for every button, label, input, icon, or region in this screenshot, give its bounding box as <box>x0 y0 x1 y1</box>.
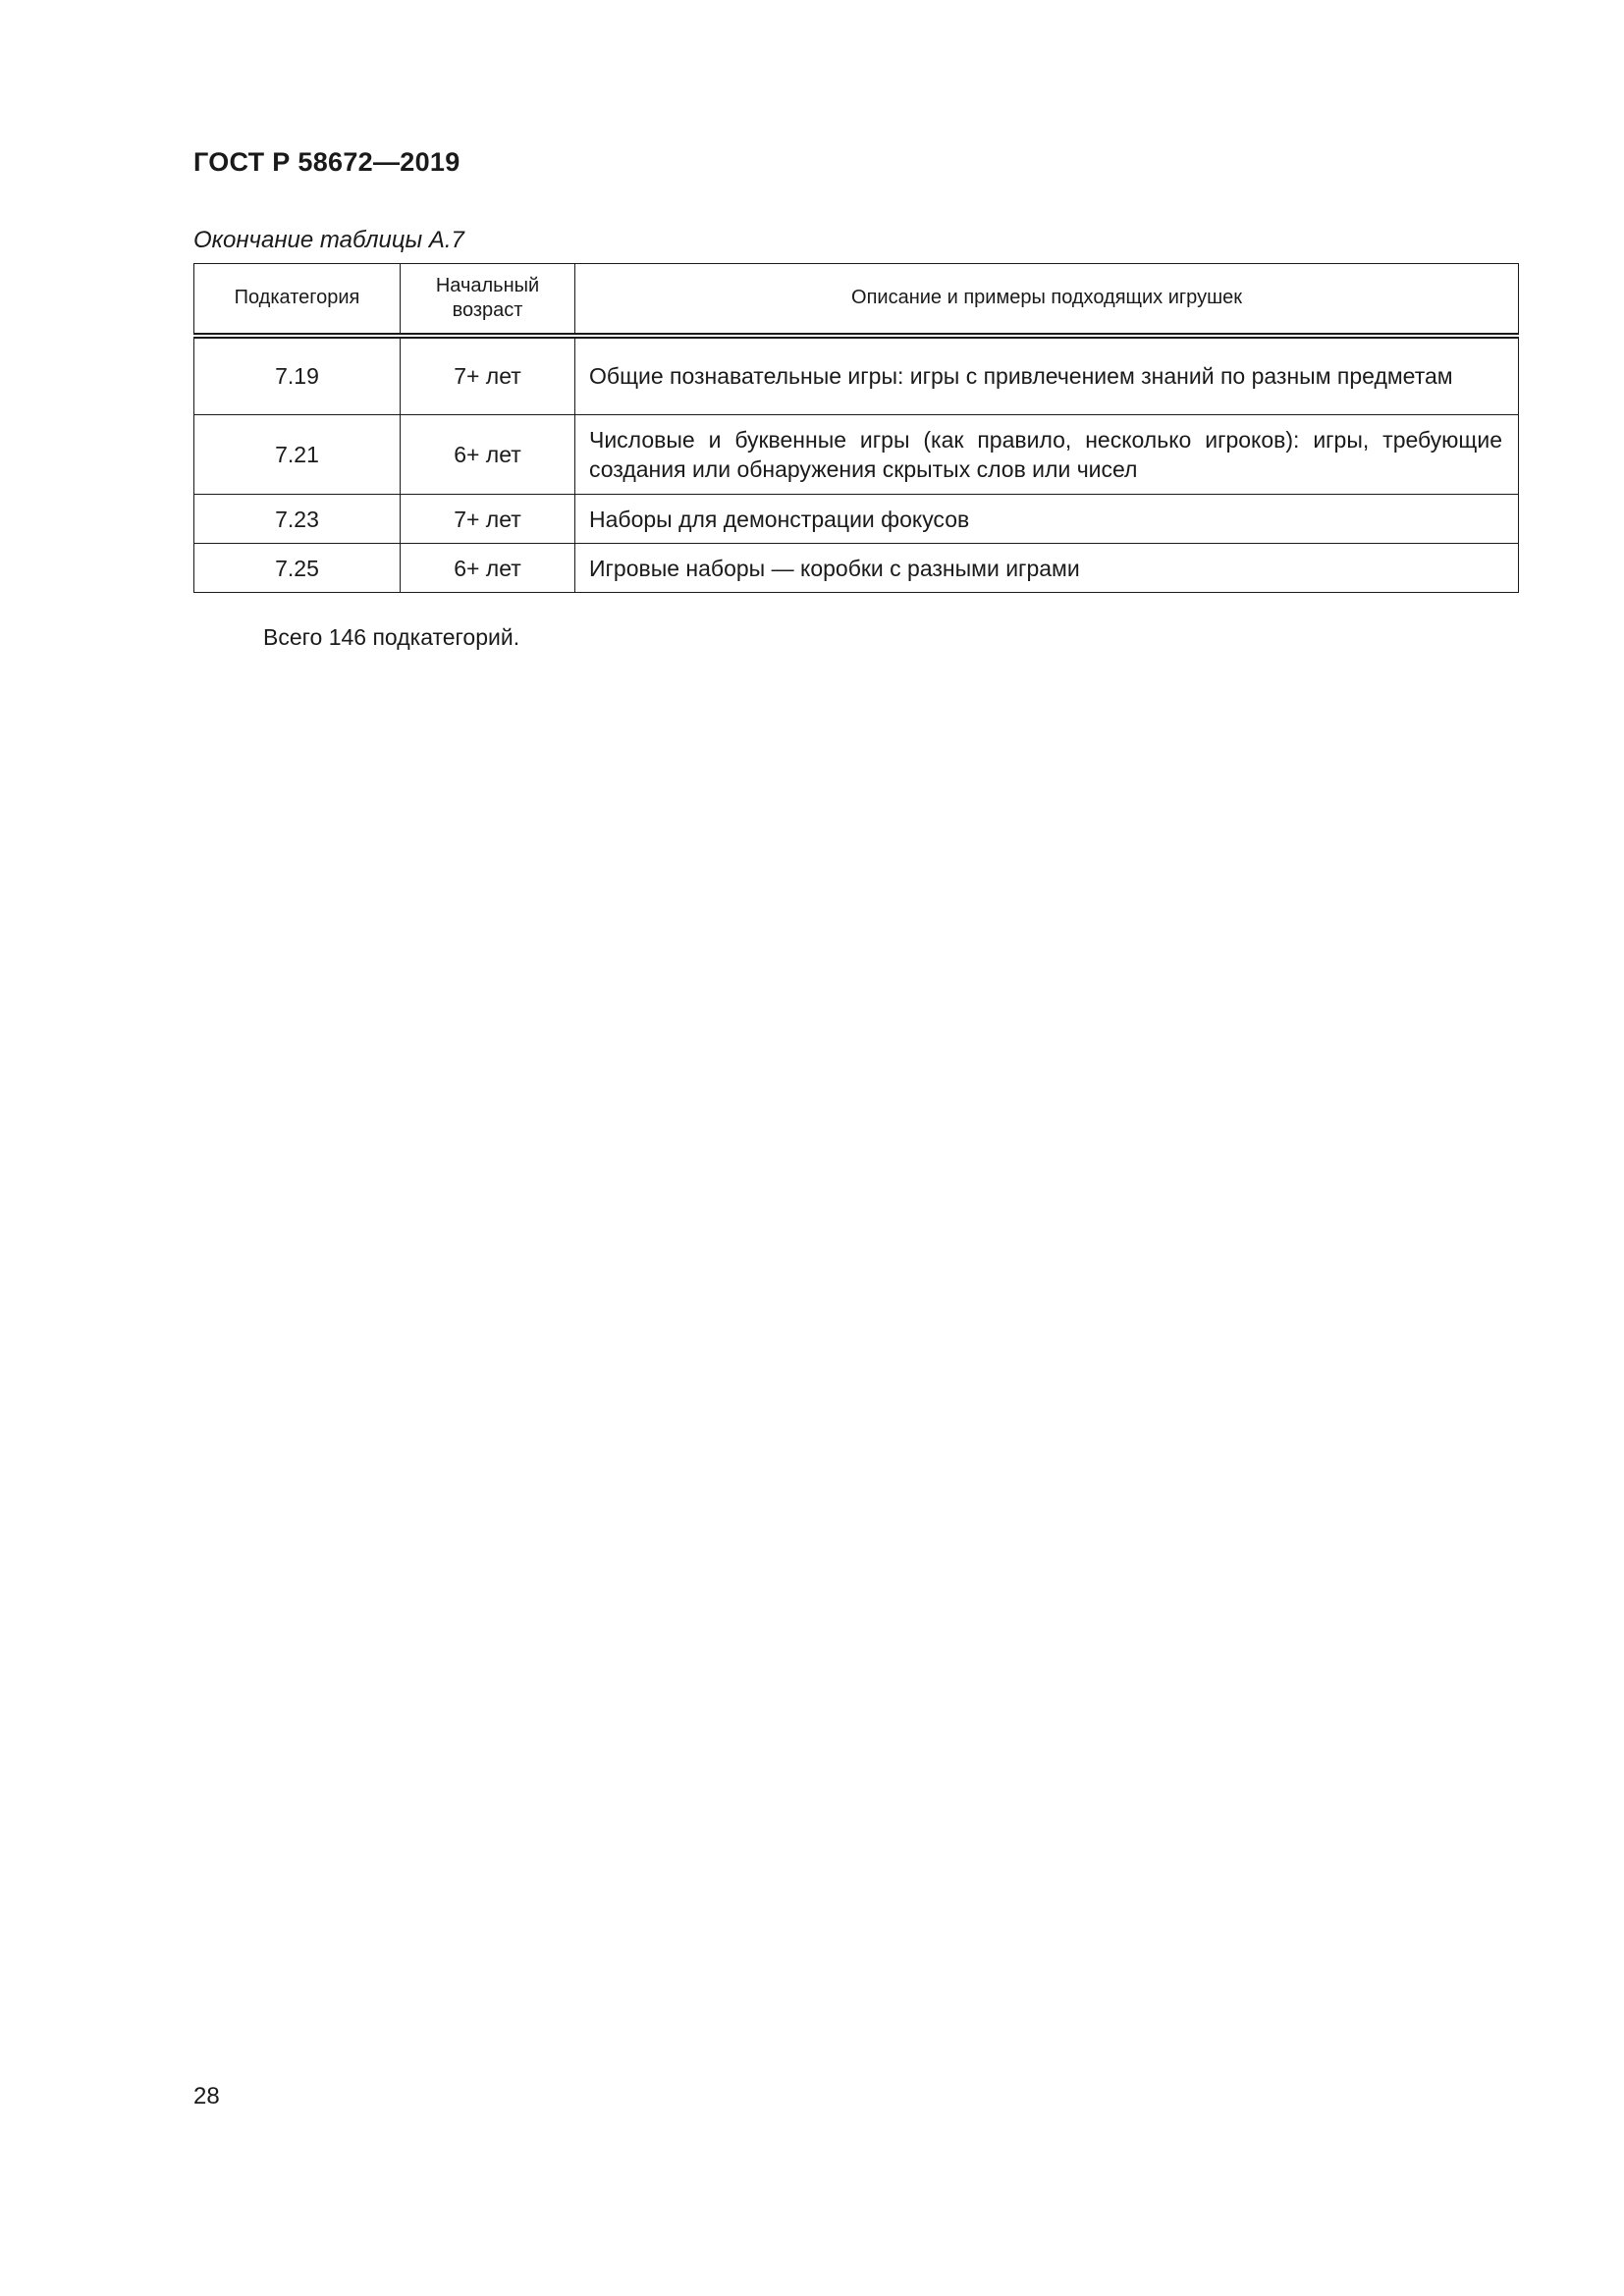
subcategory-table <box>193 263 1519 593</box>
cell-age: 7+ лет <box>401 336 575 415</box>
cell-subcategory: 7.23 <box>194 495 401 544</box>
document-header: ГОСТ Р 58672—2019 <box>193 147 460 177</box>
cell-description: Игровые наборы — коробки с разными играми <box>575 544 1519 593</box>
column-header-subcategory: Подкатегория <box>194 264 401 336</box>
cell-age: 6+ лет <box>401 415 575 495</box>
table-header-row <box>194 264 1519 336</box>
page-number: 28 <box>193 2083 220 2109</box>
cell-subcategory: 7.21 <box>194 415 401 495</box>
table-caption: Окончание таблицы А.7 <box>193 227 464 253</box>
cell-description: Числовые и буквенные игры (как правило, несколько игроков): игры, требующие создания или обнаружения скрытых слов или чисел <box>575 415 1519 495</box>
total-note: Всего 146 подкатегорий. <box>263 624 520 650</box>
cell-age: 6+ лет <box>401 544 575 593</box>
column-header-age: Начальный возраст <box>401 264 575 336</box>
column-header-description: Описание и примеры подходящих игрушек <box>575 264 1519 336</box>
table-row <box>194 544 1519 593</box>
cell-age: 7+ лет <box>401 495 575 544</box>
cell-description: Наборы для демонстрации фокусов <box>575 495 1519 544</box>
table-row <box>194 495 1519 544</box>
cell-description: Общие познавательные игры: игры с привлечением знаний по разным предметам <box>575 336 1519 415</box>
table-row <box>194 415 1519 495</box>
cell-subcategory: 7.19 <box>194 336 401 415</box>
table-row <box>194 336 1519 415</box>
cell-subcategory: 7.25 <box>194 544 401 593</box>
